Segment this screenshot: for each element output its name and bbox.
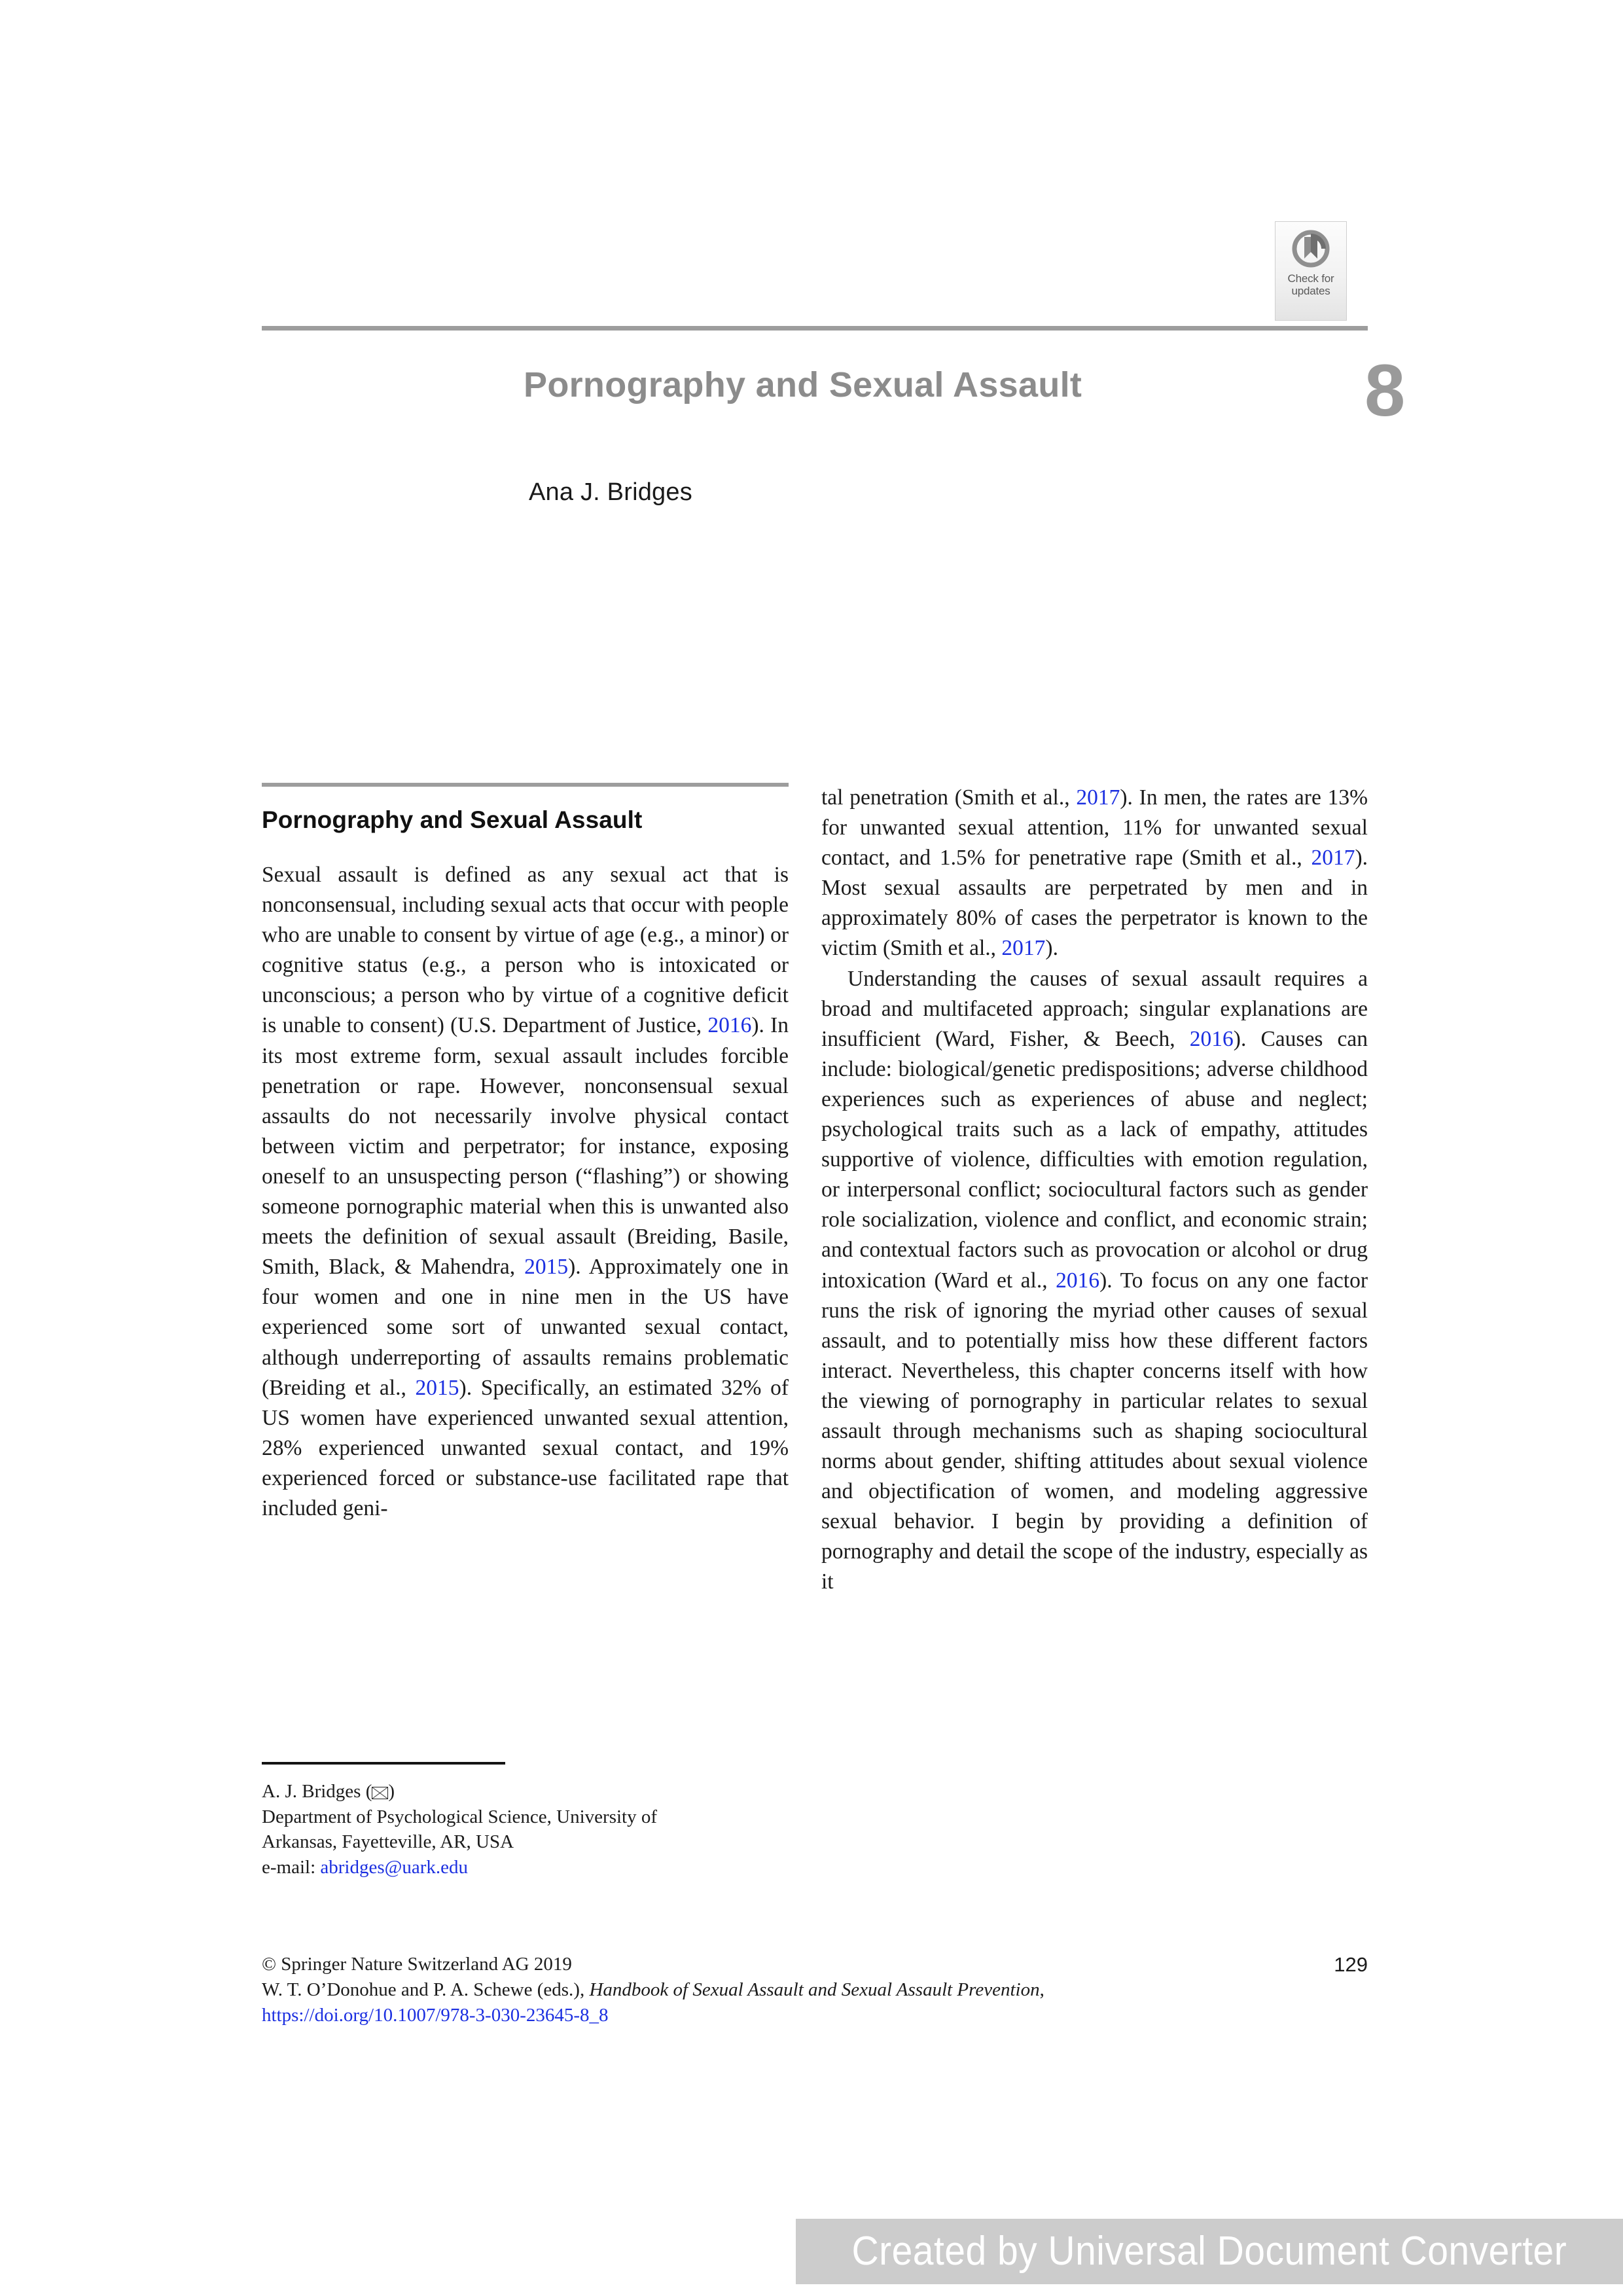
text-run: ). To focus on any one factor runs the risk of ignoring the myriad other causes of sexual assault, and to potentially miss how these different factors interact. Nevertheless, this chapter concerns itself with how the viewing of pornography in particular relates to sexual assault through mechanisms such as shaping sociocultural norms about gender, shifting attitudes about sexual violence and objectification of women, and modeling aggressive sexual behavior. I begin by providing a definition of pornography and detail the scope of the industry, especially as it	[821, 1268, 1368, 1594]
footnote-email-line	[262, 1855, 789, 1880]
text-run: ). Most sexual assaults are perpetrated by men and in approximately 80% of cases the perpetrator is known to the victim (Smith et al.,	[821, 846, 1368, 961]
paragraph	[821, 964, 1368, 1598]
citation-link-2015[interactable]: 2015	[524, 1255, 569, 1280]
citation-link-2017b[interactable]: 2017	[1311, 846, 1355, 870]
text-run: ).	[1045, 936, 1058, 961]
footer-book-citation	[262, 1977, 1368, 2003]
paragraph	[262, 860, 789, 1524]
author-footnote	[262, 1762, 789, 1880]
text-run: ). Approximately one in four women and one in nine men in the US have experienced some sort of unwanted sexual contact, although underreporting of assaults remains problematic (Breiding et al.,	[262, 1255, 789, 1400]
citation-link-2017[interactable]: 2017	[1076, 785, 1120, 810]
citation-link-2016c[interactable]: 2016	[1056, 1268, 1100, 1293]
header-divider-rule	[262, 326, 1368, 331]
body-column-left	[262, 783, 789, 1524]
page-title: Pornography and Sexual Assault	[524, 365, 1082, 404]
text-run: A. J. Bridges (	[262, 1781, 372, 1802]
body-column-right	[821, 783, 1368, 1598]
email-link[interactable]: abridges@uark.edu	[320, 1856, 468, 1878]
paragraph	[821, 783, 1368, 964]
footnote-affiliation-line-1: Department of Psychological Science, University of	[262, 1806, 658, 1827]
check-for-updates-bookmark-icon	[1292, 230, 1330, 268]
watermark-text: Created by Universal Document Converter	[851, 2229, 1567, 2274]
email-label: e-mail:	[262, 1856, 321, 1878]
envelope-icon	[372, 1787, 388, 1799]
text-run: ). In its most extreme form, sexual assault includes forcible penetration or rape. However, nonconsensual sexual assaults do not necessarily involve physical contact between victim and perpetrator; for instance, exposing oneself to an unsuspecting person (“flashing”) or showing someone pornographic material when this is unwanted also meets the definition of sexual assault (Breiding, Basile, Smith, Black, & Mahendra,	[262, 1013, 789, 1280]
citation-link-2016b[interactable]: 2016	[1189, 1026, 1234, 1051]
footnote-affiliation-line-2: Arkansas, Fayetteville, AR, USA	[262, 1831, 514, 1852]
footer-doi-line	[262, 2003, 1368, 2028]
text-run: tal penetration (Smith et al.,	[821, 785, 1077, 810]
text-run: ). Specifically, an estimated 32% of US women have experienced unwanted sexual attention, 28% experienced unwanted sexual contact, and 19% experienced forced or substance-use facilitated rape that included geni-	[262, 1375, 789, 1520]
citation-link-2015b[interactable]: 2015	[415, 1375, 459, 1400]
badge-line-1: Check for	[1287, 272, 1334, 285]
text-run: W. T. O’Donohue and P. A. Schewe (eds.),	[262, 1979, 590, 2000]
section-heading: Pornography and Sexual Assault	[262, 806, 643, 833]
text-run: ). Causes can include: biological/genetic predispositions; adverse childhood experiences such as experiences of abuse and neglect; psychological traits such as a lack of empathy, attitudes supportive of violence, difficulties with emotion regulation, or interpersonal conflict; sociocultural factors such as gender role socialization, violence and conflict, and economic strain; and contextual factors such as provocation or alcohol or drug intoxication (Ward et al.,	[821, 1026, 1368, 1293]
check-for-updates-label	[1288, 272, 1334, 297]
page-number: 129	[1334, 1953, 1368, 1976]
text-run: ). In men, the rates are 13% for unwanted sexual attention, 11% for unwanted sexual contact, and 1.5% for penetrative rape (Smith et al.,	[821, 785, 1368, 870]
citation-link-2017c[interactable]: 2017	[1001, 936, 1046, 961]
badge-line-2: updates	[1291, 285, 1330, 297]
chapter-number: 8	[1364, 350, 1406, 431]
text-run: Sexual assault is defined as any sexual act that is nonconsensual, including sexual acts that occur with people who are unable to consent by virtue of age (e.g., a minor) or cognitive status (e.g., a person who is intoxicated or unconscious; a person who by virtue of a cognitive deficit is unable to consent) (U.S. Department of Justice,	[262, 863, 789, 1038]
text-run: Understanding the causes of sexual assault requires a broad and multifaceted approach; singular explanations are insufficient (Ward, Fisher, & Beech,	[821, 966, 1368, 1051]
footnote-author-line	[262, 1779, 789, 1804]
check-for-updates-badge[interactable]	[1275, 221, 1347, 321]
citation-link-2016[interactable]: 2016	[707, 1013, 752, 1038]
section-divider-rule	[262, 783, 789, 787]
text-run: )	[388, 1781, 395, 1802]
doi-link[interactable]: https://doi.org/10.1007/978-3-030-23645-8_8	[262, 2005, 609, 2026]
footnote-divider-rule	[262, 1762, 505, 1765]
book-title: Handbook of Sexual Assault and Sexual Assault Prevention	[589, 1979, 1040, 2000]
watermark-band	[796, 2219, 1623, 2284]
chapter-author: Ana J. Bridges	[529, 478, 692, 506]
text-run: ,	[1039, 1979, 1044, 2000]
page-footer	[262, 1952, 1368, 2028]
footer-copyright: © Springer Nature Switzerland AG 2019	[262, 1954, 572, 1975]
